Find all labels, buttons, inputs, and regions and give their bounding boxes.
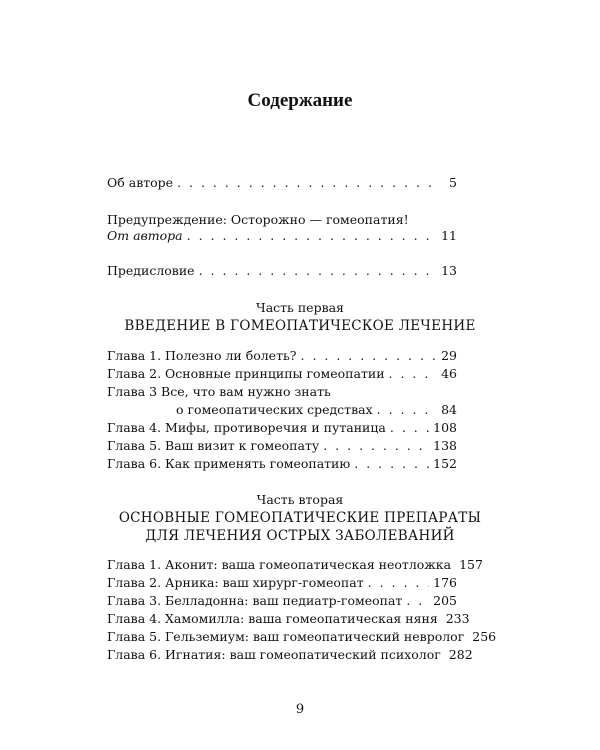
toc-entry-p2-ch4 (107, 611, 470, 627)
toc-entry-label: Глава 5. Гельземиум: ваш гомеопатический невролог (107, 629, 465, 644)
toc-entry-label: Глава 3. Белладонна: ваш педиатр-гомеопат (107, 593, 403, 608)
dot-leader (354, 456, 429, 472)
toc-entry-label: От автора (107, 228, 183, 243)
toc-entry-page: 233 (445, 611, 470, 626)
dot-leader (323, 438, 429, 454)
dot-leader (199, 263, 435, 279)
toc-entry-page: 29 (441, 348, 457, 363)
toc-entry-p1-ch4 (107, 420, 457, 436)
dot-leader (377, 402, 435, 418)
toc-entry-label: Глава 4. Хамомилла: ваша гомеопатическая няня (107, 611, 438, 626)
dot-leader (301, 348, 435, 364)
toc-entry-page: 205 (433, 593, 457, 608)
toc-entry-page: 11 (441, 228, 457, 243)
toc-entry-p2-ch6 (107, 647, 473, 663)
toc-entry-p1-ch2 (107, 366, 457, 382)
dot-leader (390, 420, 429, 436)
toc-entry-label: Глава 2. Арника: ваш хирург-гомеопат (107, 575, 364, 590)
toc-entry-about-author (107, 175, 457, 191)
dot-leader (406, 593, 429, 609)
toc-entry-p1-ch1 (107, 348, 457, 364)
dot-leader (368, 575, 430, 591)
toc-entry-page: 152 (433, 456, 457, 471)
toc-entry-p1-ch5 (107, 438, 457, 454)
toc-entry-label: Предисловие (107, 263, 195, 278)
dot-leader (389, 366, 435, 382)
toc-entry-p2-ch5 (107, 629, 497, 645)
toc-entry-label: Глава 6. Как применять гомеопатию (107, 456, 351, 471)
part2-label: Часть вторая (256, 492, 344, 507)
toc-entry-label: Об авторе (107, 175, 174, 190)
toc-entry-p2-ch1 (107, 557, 483, 573)
toc-entry-preface (107, 263, 457, 279)
toc-entry-label: Глава 2. Основные принципы гомеопатии (107, 366, 385, 381)
part1-label: Часть первая (256, 300, 344, 315)
toc-entry-page: 138 (433, 438, 457, 453)
toc-entry-p1-ch6 (107, 456, 457, 472)
dot-leader (187, 228, 435, 244)
toc-warning-line: Предупреждение: Осторожно — гомеопатия! (107, 212, 409, 227)
page-number: 9 (295, 702, 305, 717)
toc-entry-p1-ch3 (176, 402, 457, 418)
toc-entry-p2-ch2 (107, 575, 457, 591)
toc-entry-label: Глава 5. Ваш визит к гомеопату (107, 438, 320, 453)
toc-entry-page: 84 (441, 402, 457, 417)
toc-entry-page: 13 (441, 263, 457, 278)
toc-entry-page: 108 (433, 420, 457, 435)
toc-entry-p2-ch3 (107, 593, 457, 609)
part2-title-line1: ОСНОВНЫЕ ГОМЕОПАТИЧЕСКИЕ ПРЕПАРАТЫ (118, 510, 482, 526)
toc-entry-label: о гомеопатических средствах (176, 402, 373, 417)
toc-entry-label: Глава 1. Аконит: ваша гомеопатическая неотложка (107, 557, 452, 572)
toc-entry-page: 282 (448, 647, 473, 662)
toc-p1-ch3-line1: Глава 3 Все, что вам нужно знать (107, 384, 331, 399)
toc-entry-page: 176 (433, 575, 457, 590)
dot-leader (177, 175, 435, 191)
part2-title-line2: ДЛЯ ЛЕЧЕНИЯ ОСТРЫХ ЗАБОЛЕВАНИЙ (145, 528, 455, 544)
page-title: Содержание (247, 90, 353, 111)
toc-entry-page: 46 (441, 366, 457, 381)
toc-entry-label: Глава 1. Полезно ли болеть? (107, 348, 297, 363)
part1-title: ВВЕДЕНИЕ В ГОМЕОПАТИЧЕСКОЕ ЛЕЧЕНИЕ (124, 318, 476, 334)
toc-entry-page: 256 (472, 629, 497, 644)
toc-entry-label: Глава 6. Игнатия: ваш гомеопатический психолог (107, 647, 441, 662)
toc-entry-label: Глава 4. Мифы, противоречия и путаница (107, 420, 386, 435)
toc-entry-from-author (107, 228, 457, 244)
toc-entry-page: 157 (459, 557, 483, 572)
toc-entry-page: 5 (449, 175, 457, 190)
